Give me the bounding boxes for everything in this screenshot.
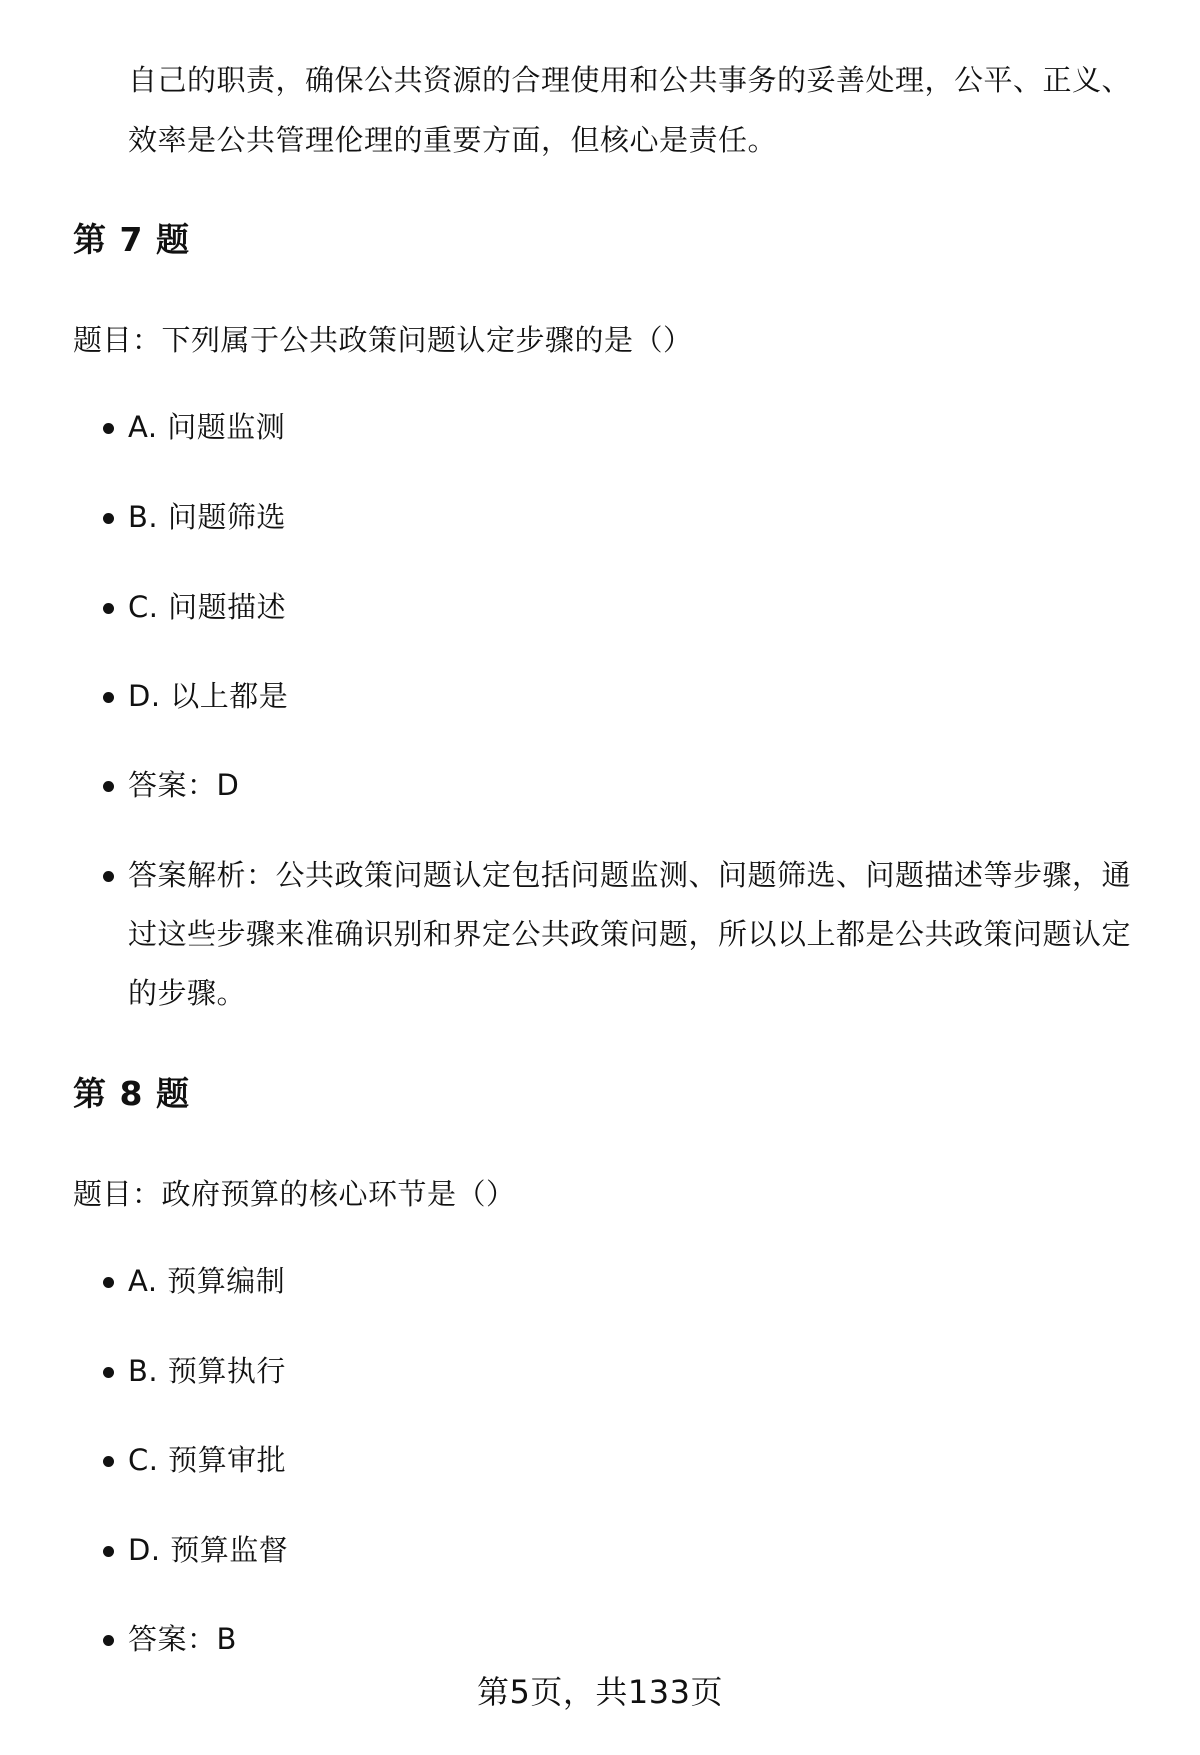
question-8-option-c (128, 1431, 1138, 1490)
previous-analysis-continuation: 自己的职责，确保公共资源的合理使用和公共事务的妥善处理，公平、正义、效率是公共管理伦理的重要方面，但核心是责任。 (128, 63, 1132, 157)
answer-text: 答案：B (128, 1622, 237, 1656)
bullet-icon (103, 1635, 114, 1646)
bullet-icon (103, 1456, 114, 1467)
option-text: A. 问题监测 (128, 410, 286, 444)
analysis-text: 答案解析：公共政策问题认定包括问题监测、问题筛选、问题描述等步骤，通过这些步骤来准确识别和界定公共政策问题，所以以上都是公共政策问题认定的步骤。 (128, 858, 1132, 1010)
option-text: B. 预算执行 (128, 1354, 286, 1388)
option-text: D. 以上都是 (128, 679, 289, 713)
bullet-icon (103, 781, 114, 792)
option-text: B. 问题筛选 (128, 500, 286, 534)
question-7-option-b (128, 488, 1138, 547)
bullet-icon (103, 871, 114, 882)
option-text: D. 预算监督 (128, 1533, 289, 1567)
question-8-answer (128, 1610, 1138, 1669)
question-7-option-a (128, 398, 1138, 457)
bullet-icon (103, 1367, 114, 1378)
question-8-option-a (128, 1252, 1138, 1311)
question-7-heading: 第 7 题 (73, 220, 190, 259)
question-7-answer (128, 756, 1138, 815)
option-text: C. 问题描述 (128, 590, 287, 624)
question-7-stem: 题目：下列属于公共政策问题认定步骤的是（） (73, 323, 693, 357)
question-8-stem: 题目：政府预算的核心环节是（） (73, 1177, 516, 1211)
bullet-icon (103, 692, 114, 703)
bullet-icon (103, 513, 114, 524)
bullet-icon (103, 1277, 114, 1288)
bullet-icon (103, 603, 114, 614)
bullet-icon (103, 423, 114, 434)
option-text: A. 预算编制 (128, 1264, 286, 1298)
question-8-heading: 第 8 题 (73, 1074, 190, 1113)
option-text: C. 预算审批 (128, 1443, 287, 1477)
answer-text: 答案：D (128, 768, 240, 802)
question-8-option-b (128, 1342, 1138, 1401)
bullet-icon (103, 1546, 114, 1557)
question-7-option-d (128, 667, 1138, 726)
question-7-option-c (128, 578, 1138, 637)
question-8-option-d (128, 1521, 1138, 1580)
page-number-footer: 第5页，共133页 (477, 1673, 723, 1711)
question-7-analysis (128, 846, 1138, 1023)
